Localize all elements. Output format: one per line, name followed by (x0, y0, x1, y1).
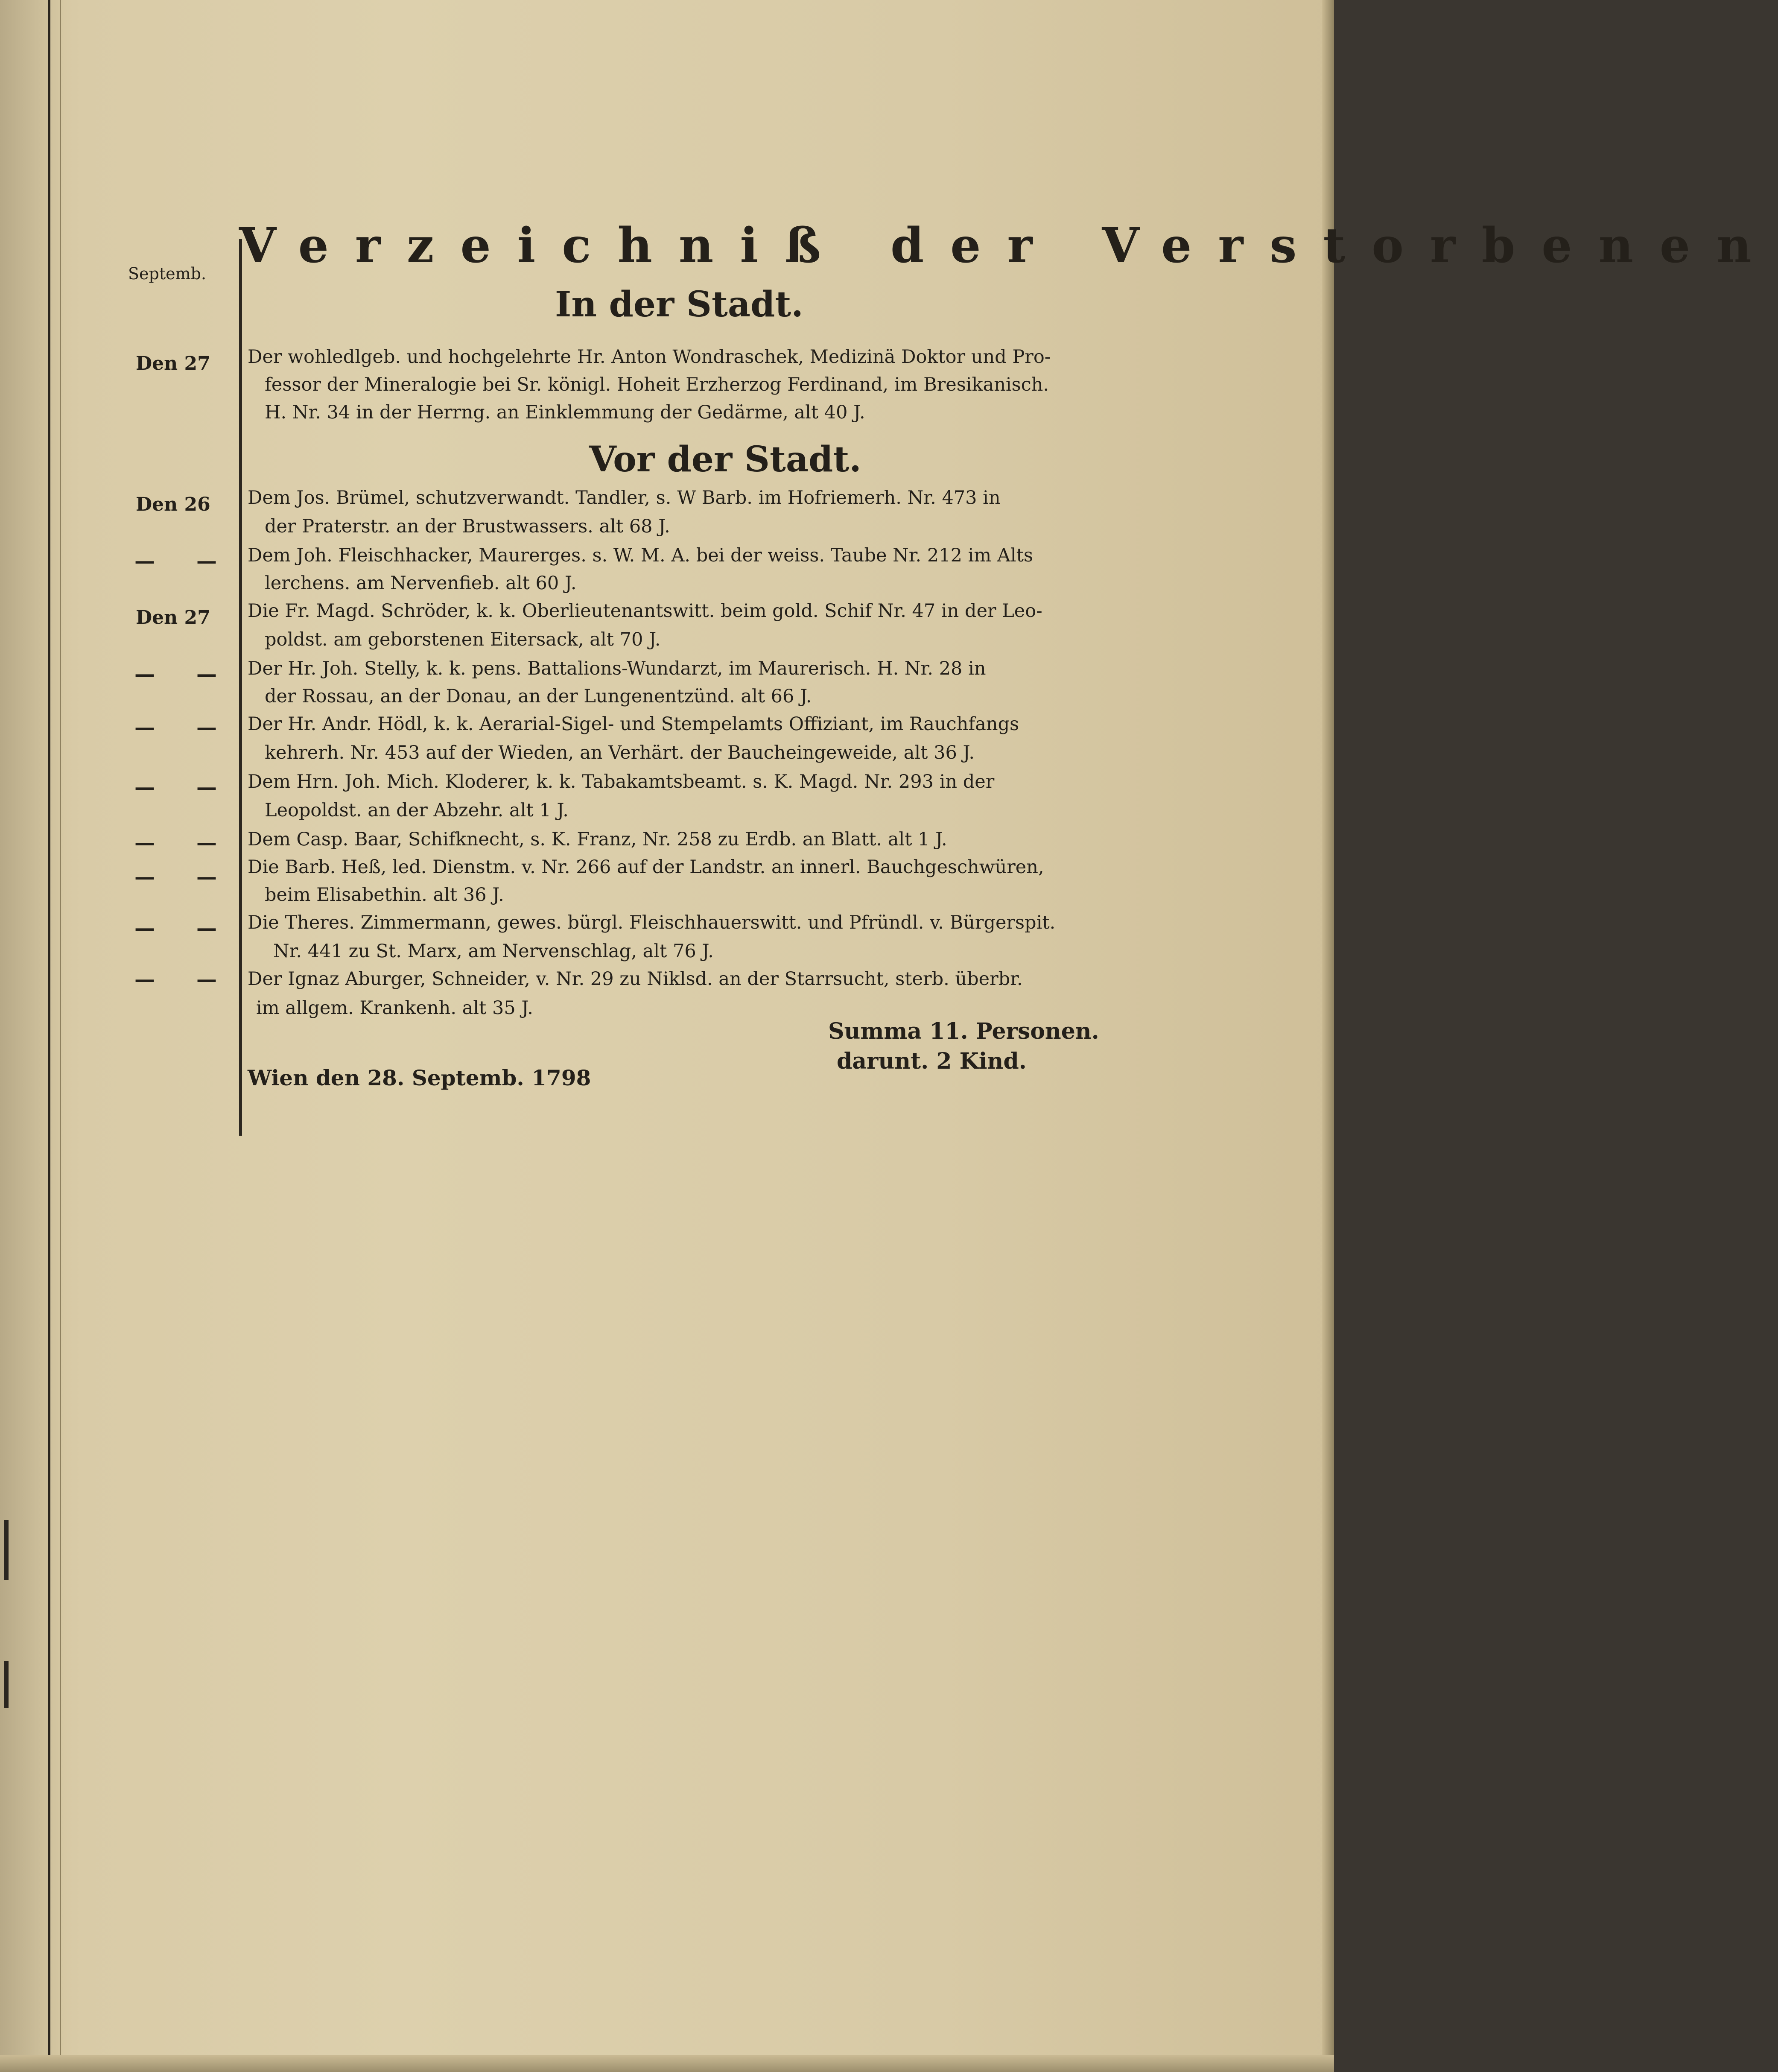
margin-dash: — (134, 549, 155, 573)
entry-line: Der wohledlgeb. und hochgelehrte Hr. Anton Wondraschek, Medizinä Doktor und Pro- (248, 346, 1051, 368)
page-right-edge (1322, 0, 1334, 2072)
entry-line: Der Hr. Joh. Stelly, k. k. pens. Battalions-Wundarzt, im Maurerisch. H. Nr. 28 in (248, 658, 986, 679)
entry-line: der Rossau, an der Donau, an der Lungenentzünd. alt 66 J. (265, 686, 812, 707)
entry-line: beim Elisabethin. alt 36 J. (265, 884, 504, 906)
margin-dash: — (134, 716, 155, 739)
entry-line: Der Hr. Andr. Hödl, k. k. Aerarial-Sigel- und Stempelamts Offiziant, im Rauchfangs (248, 713, 1019, 735)
margin-date: Den 26 (136, 494, 210, 515)
margin-dash: — (196, 916, 217, 940)
margin-dash: — (134, 662, 155, 686)
book-gutter (0, 0, 64, 2072)
margin-dash: — (134, 775, 155, 799)
margin-dash: — (196, 967, 217, 991)
spine-mark (4, 1661, 9, 1708)
margin-dash: — (196, 549, 217, 573)
entry-line: kehrerh. Nr. 453 auf der Wieden, an Verhärt. der Baucheingeweide, alt 36 J. (265, 742, 975, 763)
entry-line: Dem Casp. Baar, Schifknecht, s. K. Franz, Nr. 258 zu Erdb. an Blatt. alt 1 J. (248, 829, 947, 850)
entry-line: Dem Joh. Fleischhacker, Maurerges. s. W. M. A. bei der weiss. Taube Nr. 212 im Alts (248, 545, 1033, 566)
entry-line: Die Barb. Heß, led. Dienstm. v. Nr. 266 auf der Landstr. an innerl. Bauchgeschwüren, (248, 856, 1044, 878)
entry-line: H. Nr. 34 in der Herrng. an Einklemmung der Gedärme, alt 40 J. (265, 402, 865, 423)
entry-line: im allgem. Krankenh. alt 35 J. (256, 997, 533, 1019)
entry-line: fessor der Mineralogie bei Sr. königl. Hoheit Erzherzog Ferdinand, im Bresikanisch. (265, 374, 1049, 395)
margin-dash: — (134, 916, 155, 940)
page-title: Verzeichniß der Verstorbenen (239, 218, 1778, 274)
entry-line: Nr. 441 zu St. Marx, am Nervenschlag, alt 76 J. (273, 941, 714, 962)
summary-children: darunt. 2 Kind. (837, 1048, 1027, 1074)
margin-dash: — (134, 831, 155, 855)
summary-total: Summa 11. Personen. (828, 1018, 1099, 1044)
place-date: Wien den 28. Septemb. 1798 (248, 1065, 591, 1090)
page-bottom-edge (0, 2055, 1334, 2072)
entry-line: lerchens. am Nervenfieb. alt 60 J. (265, 573, 577, 594)
margin-date: Den 27 (136, 607, 210, 628)
margin-month: Septemb. (128, 264, 207, 283)
entry-line: poldst. am geborstenen Eitersack, alt 70 J. (265, 629, 661, 650)
margin-dash: — (134, 967, 155, 991)
entry-line: Die Theres. Zimmermann, gewes. bürgl. Fleischhauerswitt. und Pfründl. v. Bürgerspit. (248, 912, 1056, 933)
section-heading-suburb: Vor der Stadt. (589, 439, 861, 480)
margin-dash: — (196, 775, 217, 799)
margin-date: Den 27 (136, 353, 210, 374)
section-heading-city: In der Stadt. (555, 284, 803, 325)
margin-dash: — (196, 662, 217, 686)
entry-line: Der Ignaz Aburger, Schneider, v. Nr. 29 zu Niklsd. an der Starrsucht, sterb. überbr. (248, 968, 1023, 990)
margin-dash: — (134, 865, 155, 889)
gutter-page-edge (60, 0, 61, 2072)
entry-line: Leopoldst. an der Abzehr. alt 1 J. (265, 800, 569, 821)
margin-dash: — (196, 865, 217, 889)
gutter-fold-line (48, 0, 50, 2072)
entry-line: Dem Hrn. Joh. Mich. Kloderer, k. k. Tabakamtsbeamt. s. K. Magd. Nr. 293 in der (248, 771, 995, 792)
entry-line: Die Fr. Magd. Schröder, k. k. Oberlieutenantswitt. beim gold. Schif Nr. 47 in der Leo- (248, 600, 1042, 622)
spine-mark (4, 1520, 9, 1580)
entry-line: der Praterstr. an der Brustwassers. alt 68 J. (265, 516, 670, 537)
margin-dash: — (196, 831, 217, 855)
entry-line: Dem Jos. Brümel, schutzverwandt. Tandler, s. W Barb. im Hofriemerh. Nr. 473 in (248, 487, 1001, 509)
margin-dash: — (196, 716, 217, 739)
margin-rule (239, 239, 242, 1136)
